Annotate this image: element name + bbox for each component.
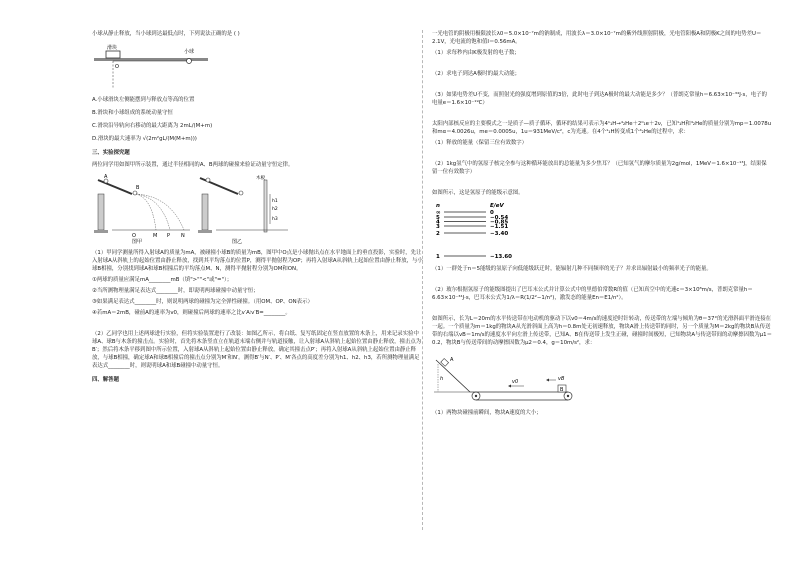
label-v0: v0 xyxy=(512,379,519,385)
belt-sub-1: （1）两物块碰撞前瞬间，物块A速度的大小； xyxy=(432,410,542,416)
conveyor-belt-figure xyxy=(432,350,582,406)
energy-level-e: −0.54 xyxy=(490,215,509,221)
label-a: A xyxy=(104,174,108,180)
energy-level-e: −3.40 xyxy=(490,231,509,237)
exp-q1-item-3: ③如果满足表达式________时，则说明两球的碰撞为完全弹性碰撞。（用OM、OP、ON表示） xyxy=(92,299,313,305)
energy-level-e: −13.60 xyxy=(490,254,513,260)
section-title-experiment: 三、实验探究题 xyxy=(92,150,130,156)
energy-level-n: 4 xyxy=(436,219,440,226)
energy-level-n: 5 xyxy=(436,215,440,221)
fusion-sub-2: （2）1kg氢气中的氢原子核完全参与这种循环能放出的总能量为多少焦耳？（已知氢气的摩尔质量为2g/mol，1MeV＝1.6×10⁻¹³J，结果保留一位有效数字） xyxy=(432,161,767,175)
ball-b-jia xyxy=(133,191,137,195)
ball xyxy=(187,59,192,64)
label-a-belt: A xyxy=(450,357,454,363)
energy-level-n: 1 xyxy=(436,254,440,260)
energy-level-n: ∞ xyxy=(436,210,441,216)
ball-a-yi xyxy=(206,178,210,182)
n-header: n xyxy=(436,203,440,209)
photoelectric-sub-1: （1）求每秒内由K极发射的电子数； xyxy=(432,50,520,56)
figure-yi xyxy=(198,174,288,245)
collision-apparatus-figure xyxy=(92,172,292,245)
board-label: 木板 xyxy=(256,176,265,181)
label-p: P xyxy=(167,233,171,239)
ball-b-yi xyxy=(239,191,243,195)
option-a: A.小球滑块左侧能摆到与释放点等高的位置 xyxy=(92,97,195,103)
label-vb: vB xyxy=(558,376,565,382)
photoelectric-question: 一光电管的阴极用极限波长λ0＝5.0×10⁻⁷m的钠制成，用波长λ＝3.0×10⁻⁷m的紫外线照射阴极，光电管阳极A和阴极K之间的电势差U＝2.1V，光电流的饱和值I＝0.56mA。 xyxy=(432,31,762,45)
fusion-sub-1: （1）释放的能量（保留三位有效数字） xyxy=(432,140,528,146)
left-column xyxy=(92,30,424,388)
label-b-belt: B xyxy=(560,387,564,393)
pendulum-slider-figure xyxy=(92,41,212,93)
hydrogen-question: 如图所示，这是氢原子的能级示意图。 xyxy=(432,190,524,196)
h1-label: h1 xyxy=(272,199,278,204)
ball-label: 小球 xyxy=(184,49,195,55)
figure-yi-caption: 图乙 xyxy=(232,239,243,245)
experiment-intro: 两位同学用如图甲所示装置，通过半径相同的A、B两球的碰撞来验证动量守恒定律。 xyxy=(92,162,294,168)
exp-q1-text: （1）甲同学测量所得入射球A的质量为mA，被碰撞小球B的质量为mB，图甲中O点是小球抛出点在水平地面上的垂直投影，实验时，先让入射球A从斜轨上的起始位置由静止释放，找到其平均落点的位置P，测得平抛射程为OP；再将入射球A从斜轨上起始位置由静止释放，与小球B相撞，分别找到球A和球B相撞后的平均落点M、N，测得平抛射程分别为OM和ON。 xyxy=(92,250,423,272)
e-header: E/eV xyxy=(490,203,504,209)
option-c: C.滑块沿导轨向右移动的最大距离为 2mL/(M+m) xyxy=(92,123,213,129)
photoelectric-sub-2: （2）求电子到达A极时的最大动能； xyxy=(432,71,520,77)
energy-level-n: 3 xyxy=(436,224,440,230)
label-m: M xyxy=(153,233,158,239)
exp-q2-text: （2）乙同学也用上述两球进行实验，但将实验装置进行了改装：如图乙所示，将白纸、复写纸固定在竖直放置的木条上，用来记录实验中球A、球B与木条的撞击点。实验时，首先将木条竖直立在轨道末端右侧并与轨道接触，让入射球A从斜轨上起始位置由静止释放，撞击点为B′；然后将木条平移到图中所示位置，入射球A从斜轨上起始位置由静止释放，确定其撞击点P′；再将入射球A从斜轨上起始位置由静止释放，与球B相撞，确定球A和球B相撞后的撞击点分别为M′和N′。测得B′与N′、P′、M′各点的高度差分别为h1、h2、h3，若所测物理量满足表达式________时，则说明球A和球B碰撞中动量守恒。 xyxy=(92,331,422,369)
right-column xyxy=(432,30,772,420)
section-title-answers: 四、解答题 xyxy=(92,377,119,383)
fusion-question: 太阳内部核反应的主要模式之一是质子—质子循环，循环的结果可表示为4¹₁H→⁴₂He＋2⁰₁e＋2ν，已知¹₁H和⁴₂He的质量分别为mp＝1.0078u和mα＝4.0026u，me＝0.0005u，1u＝931MeV/c²，c为光速。在4个¹₁H转变成1个⁴₂He的过程中，求： xyxy=(432,121,772,135)
exp-q1-item-2: ②当所测物理量满足表达式________时，即说明两球碰撞中动量守恒； xyxy=(92,288,259,294)
question-intro: 小球从静止释放，当小球到达最低点时，下列说法正确的是 ( ) xyxy=(92,31,240,37)
label-h: h xyxy=(440,376,444,382)
h2-label: h2 xyxy=(272,207,278,212)
energy-level-n: 2 xyxy=(436,231,440,237)
label-n: N xyxy=(181,233,185,239)
hydrogen-sub-2: （2）玻尔根据氢原子的能级图提出了巴耳末公式并计算公式中的里德伯常数R的值（已知真空中的光速c＝3×10⁸m/s，普朗克常量h＝6.63×10⁻³⁴J·s，巴耳末公式为1/λ＝R(1/2²−1/n²)，激发态的能量En＝E1/n²）。 xyxy=(432,287,753,301)
figure-jia xyxy=(94,174,190,245)
vertical-board xyxy=(264,180,267,232)
energy-level-diagram xyxy=(432,200,542,262)
slider-block xyxy=(106,51,120,58)
energy-level-e: 0 xyxy=(490,210,494,216)
label-o: O xyxy=(132,233,136,239)
label-b: B xyxy=(136,185,140,191)
figure-jia-caption: 图甲 xyxy=(132,239,143,245)
hydrogen-sub-1: （1）一群处于n＝5能级的氢原子向低能级跃迁时，能辐射几种不同频率的光子？并求出辐射最小的频率光子的能量。 xyxy=(432,266,712,272)
pivot-label: O xyxy=(115,64,119,70)
exp-q1-item-4: ④若mA＝2mB，碰前A的速率为v0，则碰撞后两球的速率之比v′A∶v′B=________。 xyxy=(92,310,291,316)
h3-label: h3 xyxy=(272,217,278,222)
option-d: D.滑块的最大速率为 √(2m²gL/(M(M+m))) xyxy=(92,136,197,142)
photoelectric-sub-3: （3）如果电势差U不变，而照射光的强度增到原值的3倍，此时电子到达A极时的最大动能是多少？（普朗克常量h＝6.63×10⁻³⁴J·s，电子的电量e＝1.6×10⁻¹⁹C） xyxy=(432,92,767,106)
slider-label: 滑块 xyxy=(107,45,118,51)
exp-q1-item-1: ①两球的质量应满足mA________mB（填">""<"或"="）； xyxy=(92,277,233,283)
option-b: B.滑块和小球组成的系统动量守恒 xyxy=(92,110,173,116)
energy-level-e: −0.85 xyxy=(490,219,509,226)
belt-question: 如图所示，长为L＝20m的水平传送带在电动机的驱动下以v0＝4m/s的速度逆时针转动，传送带的左端与倾角为θ＝37°的光滑斜面平滑连接在一起。一个质量为m＝1kg的物块A从光滑斜面上高为h＝0.8m处无初速释放，物块A滑上传送带的同时，另一个质量为M＝2kg的物块B从传送带的右端以vB＝1m/s的速度水平向左滑上传送带，已知A、B在传送带上发生正碰，碰撞时间极短，已知物块A与传送带间的动摩擦因数为μ1＝0.2，物块B与传送带间的动摩擦因数为μ2＝0.4，g＝10m/s²，求： xyxy=(432,316,773,346)
energy-level-e: −1.51 xyxy=(490,224,509,230)
